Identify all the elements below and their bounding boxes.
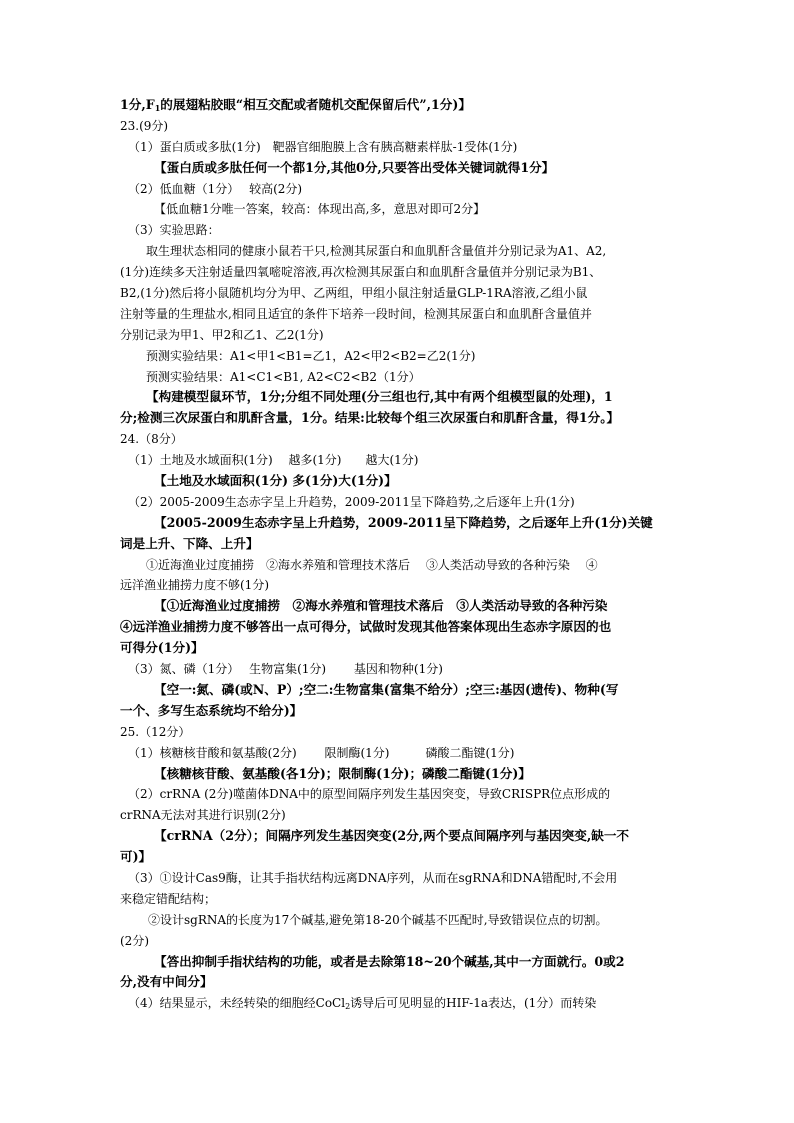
- text-line: （2）crRNA (2分)噬菌体DNA中的原型间隔序列发生基因突变，导致CRISPR位点形成的: [128, 787, 611, 802]
- text-line: 【2005-2009生态赤字呈上升趋势，2009-2011呈下降趋势，之后逐年上升(1分)关键: [154, 514, 653, 530]
- text-line: （4）结果显示，未经转染的细胞经CoCl$_2$诱导后可见明显的HIF-1a表达，(1分）而转染: [128, 996, 597, 1012]
- text-line: 一个、多写生态系统均不给分)】: [120, 702, 303, 718]
- text-line: 25.（12分）: [120, 724, 191, 739]
- text-line: 预测实验结果：A1<甲1<B1=乙1，A2<甲2<B2=乙2(1分): [146, 348, 476, 363]
- text-line: 注射等量的生理盐水,相同且适宜的条件下培养一段时间，检测其尿蛋白和血肌酐含量值并: [120, 306, 592, 321]
- text-line: ④远洋渔业捕捞力度不够答出一点可得分，试做时发现其他答案体现出生态赤字原因的也: [120, 619, 612, 635]
- text-line: 23.(9分): [120, 118, 169, 133]
- text-line: 1分$,F_1$的展翅粘胶眼“相互交配或者随机交配保留后代”,1分)】: [120, 97, 471, 113]
- text-line: （1）蛋白质或多肽(1分) 靶器官细胞膜上含有胰高糖素样肽-1受体(1分): [128, 139, 518, 154]
- answer-key-document: [120, 95, 680, 1014]
- text-line: 分;检测三次尿蛋白和肌酐含量，1分。结果:比较每个组三次尿蛋白和肌酐含量，得1分。】: [120, 410, 620, 426]
- text-line: 【低血糖1分唯一答案，较高：体现出高,多，意思对即可2分】: [154, 202, 486, 217]
- text-line: 【crRNA（2分）；间隔序列发生基因突变(2分,两个要点间隔序列与基因突变,缺一不: [154, 828, 630, 844]
- text-line: 24.（8分）: [120, 432, 183, 447]
- text-line: ①近海渔业过度捕捞 ②海水养殖和管理技术落后 ③人类活动导致的各种污染 ④: [146, 557, 598, 572]
- text-line: 词是上升、下降、上升】: [120, 535, 259, 551]
- text-line: ②设计sgRNA的长度为17个碱基,避免第18-20个碱基不匹配时,导致错误位点的切割。: [148, 912, 608, 927]
- text-line: B2,(1分)然后将小鼠随机均分为甲、乙两组，甲组小鼠注射适量GLP-1RA溶液,乙组小鼠: [120, 286, 588, 301]
- text-line: 可)】: [120, 849, 152, 865]
- text-line: 【构建模型鼠环节，1分;分组不同处理(分三组也行,其中有两个组模型鼠的处理)，1: [146, 389, 613, 405]
- text-line: 【空一:氮、磷(或N、P）;空二:生物富集(富集不给分）;空三:基因(遗传)、物种(写: [154, 681, 619, 697]
- text-line: 来稳定错配结构；: [120, 891, 217, 906]
- text-line: 【①近海渔业过度捕捞 ②海水养殖和管理技术落后 ③人类活动导致的各种污染: [154, 598, 608, 614]
- text-line: 【土地及水域面积(1分) 多(1分)大(1分)】: [154, 473, 397, 489]
- text-line: （1）核糖核苷酸和氨基酸(2分) 限制酶(1分) 磷酸二酯键(1分): [128, 745, 515, 760]
- text-line: 预测实验结果：A1<C1<B1, A2<C2<B2（1分）: [146, 369, 421, 384]
- text-line: 【答出抑制手指状结构的功能，或者是去除第18~20个碱基,其中一方面就行。0或2: [154, 953, 625, 969]
- text-line: （2）2005-2009生态赤字呈上升趋势，2009-2011呈下降趋势,之后逐年上升(1分): [128, 494, 575, 509]
- text-line: (1分)连续多天注射适量四氧嘧啶溶液,再次检测其尿蛋白和血肌酐含量值并分别记录为B1、: [120, 265, 602, 280]
- text-line: （1）土地及水域面积(1分) 越多(1分) 越大(1分): [128, 453, 419, 468]
- text-line: crRNA无法对其进行识别(2分): [120, 808, 286, 823]
- text-line: 分,没有中间分】: [120, 974, 213, 990]
- text-line: （3）①设计Cas9酶，让其手指状结构远离DNA序列，从而在sgRNA和DNA错配时,不会用: [128, 870, 618, 885]
- text-line: （3）实验思路：: [128, 223, 220, 238]
- text-line: (2分): [120, 933, 149, 948]
- text-line: 分别记录为甲1、甲2和乙1、乙2(1分): [120, 327, 324, 342]
- text-line: 远洋渔业捕捞力度不够(1分): [120, 578, 269, 593]
- text-line: 取生理状态相同的健康小鼠若干只,检测其尿蛋白和血肌酐含量值并分别记录为A1、A2,: [146, 244, 607, 259]
- text-line: （3）氮、磷（1分） 生物富集(1分) 基因和物种(1分): [128, 662, 443, 677]
- text-line: 【核糖核苷酸、氨基酸(各1分)；限制酶(1分)；磷酸二酯键(1分)】: [154, 765, 531, 781]
- text-line: 【蛋白质或多肽任何一个都1分,其他0分,只要答出受体关键词就得1分】: [154, 159, 555, 175]
- text-line: （2）低血糖（1分） 较高(2分): [128, 181, 303, 196]
- text-line: 可得分(1分)】: [120, 640, 204, 656]
